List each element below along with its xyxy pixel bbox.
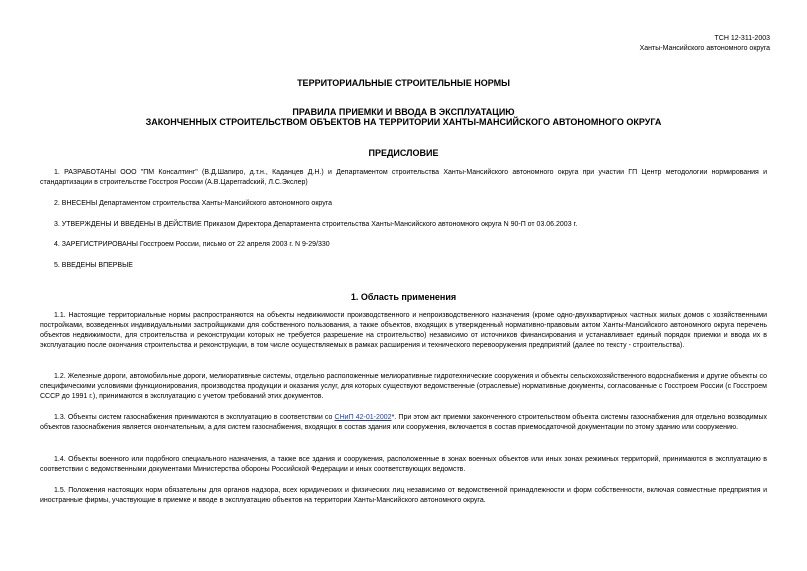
document-region: Ханты-Мансийского автономного округа — [639, 45, 770, 52]
preface-item-4 — [40, 240, 767, 250]
paragraph-1-3-text-start: 1.3. Объекты систем газоснабжения принимаются в эксплуатацию в соответствии со — [54, 414, 335, 421]
section-1-heading: 1. Область применения — [350, 292, 457, 302]
subtitle-line-2: ЗАКОНЧЕННЫХ СТРОИТЕЛЬСТВОМ ОБЪЕКТОВ НА ТЕРРИТОРИИ ХАНТЫ-МАНСИЙСКОГО АВТОНОМНОГО ОКРУГА — [145, 117, 662, 127]
preface-item-5 — [40, 261, 767, 271]
preface-item-1 — [40, 168, 767, 188]
document-code: ТСН 12-311-2003 — [714, 35, 770, 42]
preface-item-2 — [40, 199, 767, 209]
preface-heading: ПРЕДИСЛОВИЕ — [368, 148, 439, 158]
snip-42-01-2002-link[interactable]: СНиП 42-01-2002 — [334, 414, 392, 421]
preface-item-2-text: Департаментом строительства Ханты-Мансийского автономного округа — [97, 200, 332, 207]
preface-item-3-lead: 3. УТВЕРЖДЕНЫ И ВВЕДЕНЫ В ДЕЙСТВИЕ — [54, 221, 202, 228]
preface-item-3-text: Приказом Директора Департамента строительства Ханты-Мансийского автономного округа N 90-П от 03.06.2003 г. — [201, 221, 578, 228]
paragraph-1-3 — [40, 413, 767, 433]
preface-item-2-lead: 2. ВНЕСЕНЫ — [54, 200, 98, 207]
preface-item-1-text: ООО "ПМ Консалтинг" (В.Д.Шапиро, д.т.н., Каданцев Д.Н.) и Департаментом строительства Ханты-Мансийского автономного округа при участии ГП Центр методологии нормирования и стандартизации в строительстве Госстроя России (А.В.Царегradский, Л.С.Экслер) — [40, 169, 767, 186]
preface-item-1-lead: 1. РАЗРАБОТАНЫ — [54, 169, 116, 176]
paragraph-1-3-text-end: *. При этом акт приемки законченного строительством объекта системы газоснабжения для отдельно возводимых объектов газоснабжения является окончательным, а для систем газоснабжения, входящих в состав здания или сооружения, включается в состав приемосдаточной документации по этому зданию или сооружению. — [40, 414, 767, 431]
subtitle-line-1: ПРАВИЛА ПРИЕМКИ И ВВОДА В ЭКСПЛУАТАЦИЮ — [292, 107, 515, 117]
preface-item-5-lead: 5. ВВЕДЕНЫ ВПЕРВЫЕ — [54, 262, 133, 269]
paragraph-1-5: 1.5. Положения настоящих норм обязательны для органов надзора, всех юридических и физических лиц независимо от ведомственной принадлежности и форм собственности, включая совместные предприятия и иностранные фирмы, участвующие в приемке и вводе в эксплуатацию объектов на территории Ханты-Мансийского автономного округа. — [40, 487, 767, 504]
preface-item-4-lead: 4. ЗАРЕГИСТРИРОВАНЫ — [54, 241, 138, 248]
document-subtitle — [0, 107, 807, 127]
paragraph-1-4: 1.4. Объекты военного или подобного специального назначения, а также все здания и сооружения, расположенные в зонах военных объектов или иных зонах режимных территорий, принимаются в эксплуатацию в соответствии с ведомственными документами Министерства обороны Российской Федерации и иных соответствующих ведомств. — [40, 456, 767, 473]
preface-item-4-text: Госстроем России, письмо от 22 апреля 2003 г. N 9-29/330 — [137, 241, 330, 248]
preface-item-3 — [40, 220, 767, 230]
document-title: ТЕРРИТОРИАЛЬНЫЕ СТРОИТЕЛЬНЫЕ НОРМЫ — [297, 78, 510, 88]
paragraph-1-1: 1.1. Настоящие территориальные нормы распространяются на объекты недвижимости производственного и непроизводственного назначения (кроме одно-двухквартирных частных жилых домов с хозяйственными постройками, возведенных индивидуальными застройщиками для собственного пользования, а также объектов, входящих в утвержденный нормативно-правовым актом Ханты-Мансийского автономного округа перечень объектов недвижимости, для строительства и реконструкции которых не требуется разрешение на строительство) независимо от источников финансирования и устанавливает единый порядок приемки и ввода их в эксплуатацию после окончания строительства и реконструкции, в том числе осуществляемых в рамках расширения и технического перевооружения предприятий (далее по тексту - строительства). — [40, 312, 767, 349]
paragraph-1-2: 1.2. Железные дороги, автомобильные дороги, мелиоративные системы, отдельно расположенные мелиоративные гидротехнические сооружения и объекты сельскохозяйственного водоснабжения и другие объекты со специфическими условиями функционирования, производства продукции и оказания услуг, для которых существуют ведомственные (отраслевые) нормативные документы, согласованные с Госстроем России (с Госстроем СССР до 1991 г.), принимаются в эксплуатацию с учетом требований этих документов. — [40, 373, 767, 400]
document-header — [640, 34, 770, 54]
